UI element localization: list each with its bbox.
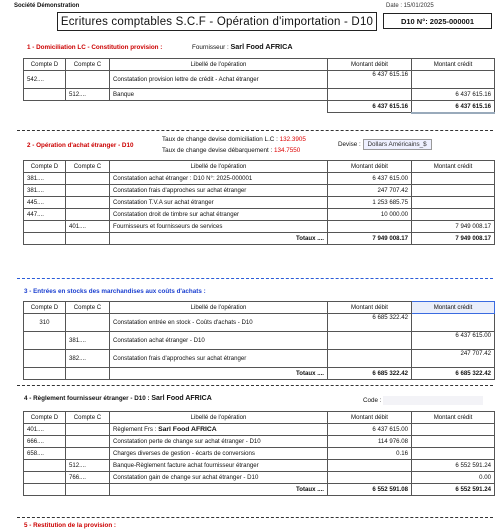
currency-select[interactable]: Dollars Américains_$ [363,139,432,150]
total-credit: 6 552 591.24 [412,484,495,496]
totals-row [24,368,495,380]
table-row: 381.... Constatation frais d'approches sur achat étranger 247 707.42 [24,185,495,197]
totals-label: Totaux .... [110,233,328,245]
rate-debarquement: Taux de change devise débarquement : 134.7550 [162,147,301,154]
table-row: 381.... Constatation achat étranger : D10 N°: 2025-000001 6 437 615.00 [24,173,495,185]
section1-table [23,58,495,114]
section4-title: 4 - Règlement fournisseur étranger - D10 : Sarl Food AFRICA [24,395,212,402]
table-row: 447.... Constatation droit de timbre sur achat étranger 10 000.00 [24,209,495,221]
supplier-name: Sarl Food AFRICA [230,42,293,51]
col-debit: Montant débit [328,59,412,71]
total-debit: 6 685 322.42 [328,368,412,380]
currency-field: Devise : Dollars Américains_$ [338,139,432,150]
separator [17,130,493,131]
table-row: 310 Constatation entrée en stock - Coûts d'achats - D10 6 685 322.42 [24,314,495,332]
table-row: 666.... Constatation perte de change sur achat étranger - D10 114 976.08 [24,436,495,448]
total-credit: 7 949 008.17 [412,233,495,245]
supplier-label: Fournisseur : [192,44,229,51]
supplier-name: Sarl Food AFRICA [151,395,212,402]
section2-table: Compte D Compte C Libellé de l'opération Montant débit Montant crédit 381.... Constatation achat étranger : D10 N°: 2025-000001 6 437 615.00 381.... Constatation frais d'approches sur achat étranger 247 707.42 445.... Constatation T.V.A sur achat étranger 1 253 685.75 447.... Constatation droit de timbre sur achat étranger 10 000.00 401.... Fournisseurs et fournisseurs de services 7 949 008.17 Totaux .... 7 949 008.17 7 949 008.17 [23,160,495,245]
total-debit: 6 552 591.08 [328,484,412,496]
table-row: 382.... Constatation frais d'approches sur achat étranger 247 707.42 [24,350,495,368]
code-field: Code : [363,396,483,405]
section3-title: 3 - Entrées en stocks des marchandises aux coûts d'achats : [24,288,206,295]
section1-title: 1 - Domiciliation LC - Constitution provision : [27,44,163,51]
totals-row [24,101,495,113]
section5-title: 5 - Restitution de la provision : [24,522,117,529]
col-compte-d: Compte D [24,59,66,71]
table-row: 512.... Banque 6 437 615.16 [24,89,495,101]
table-row: 766.... Constatation gain de change sur achat étranger - D10 0.00 [24,472,495,484]
totals-row [24,233,495,245]
entry-date: Date : 15/01/2025 [386,3,434,9]
separator [17,385,493,386]
company-name: Société Démonstration [14,3,80,9]
document-number: D10 N°: 2025-000001 [383,13,492,29]
total-debit: 7 949 008.17 [328,233,412,245]
page-title: Ecritures comptables S.C.F - Opération d'importation - D10 [57,12,377,31]
totals-label: Totaux .... [110,368,328,380]
col-credit-selected[interactable]: Montant crédit [412,302,495,314]
table-row: 401.... Règlement Frs : Sarl Food AFRICA 6 437 615.00 [24,424,495,436]
totals-row [24,484,495,496]
table-row: 542.... Constatation provision lettre de crédit - Achat étranger 6 437 615.16 [24,71,495,89]
section4-table: Compte D Compte C Libellé de l'opération Montant débit Montant crédit 401.... Règlement Frs : Sarl Food AFRICA 6 437 615.00 666.... Constatation perte de change sur achat étranger - D10 114 976.08 658.... Charges diverses de gestion - écarts de conversions 0.16 512.... Banque-Règlement facture achat fournisseur étranger 6 552 591.24 766.... Constatation gain de change sur achat étranger - D10 0.00 Totaux .... 6 552 591.08 6 552 591.24 [23,411,495,496]
totals-label: Totaux .... [110,484,328,496]
rate-domiciliation: Taux de change devise domiciliation L.C : 132.3905 [162,136,306,143]
total-credit: 6 685 322.42 [412,368,495,380]
col-compte-c: Compte C [66,59,110,71]
table-row: 381.... Constatation achat étranger - D10 6 437 615.00 [24,332,495,350]
section2-title: 2 - Opération d'achat étranger - D10 [27,142,134,149]
section3-table: Compte D Compte C Libellé de l'opération Montant débit Montant crédit 310 Constatation entrée en stock - Coûts d'achats - D10 6 685 322.42 381.... Constatation achat étranger - D10 6 437 615.00 382.... Constatation frais d'approches sur achat étranger 247 707.42 Totaux .... 6 685 322.42 6 685 322.42 [23,301,495,380]
col-credit: Montant crédit [412,59,495,71]
separator [17,517,493,518]
table-row: 445.... Constatation T.V.A sur achat étranger 1 253 685.75 [24,197,495,209]
col-libelle: Libellé de l'opération [110,59,328,71]
total-credit: 6 437 615.16 [412,101,495,113]
code-input[interactable] [383,396,483,405]
table-row: 401.... Fournisseurs et fournisseurs de services 7 949 008.17 [24,221,495,233]
section1-supplier [192,42,293,51]
table-row: 658.... Charges diverses de gestion - écarts de conversions 0.16 [24,448,495,460]
separator [17,278,493,279]
table-row: 512.... Banque-Règlement facture achat fournisseur étranger 6 552 591.24 [24,460,495,472]
total-debit: 6 437 615.16 [328,101,412,113]
